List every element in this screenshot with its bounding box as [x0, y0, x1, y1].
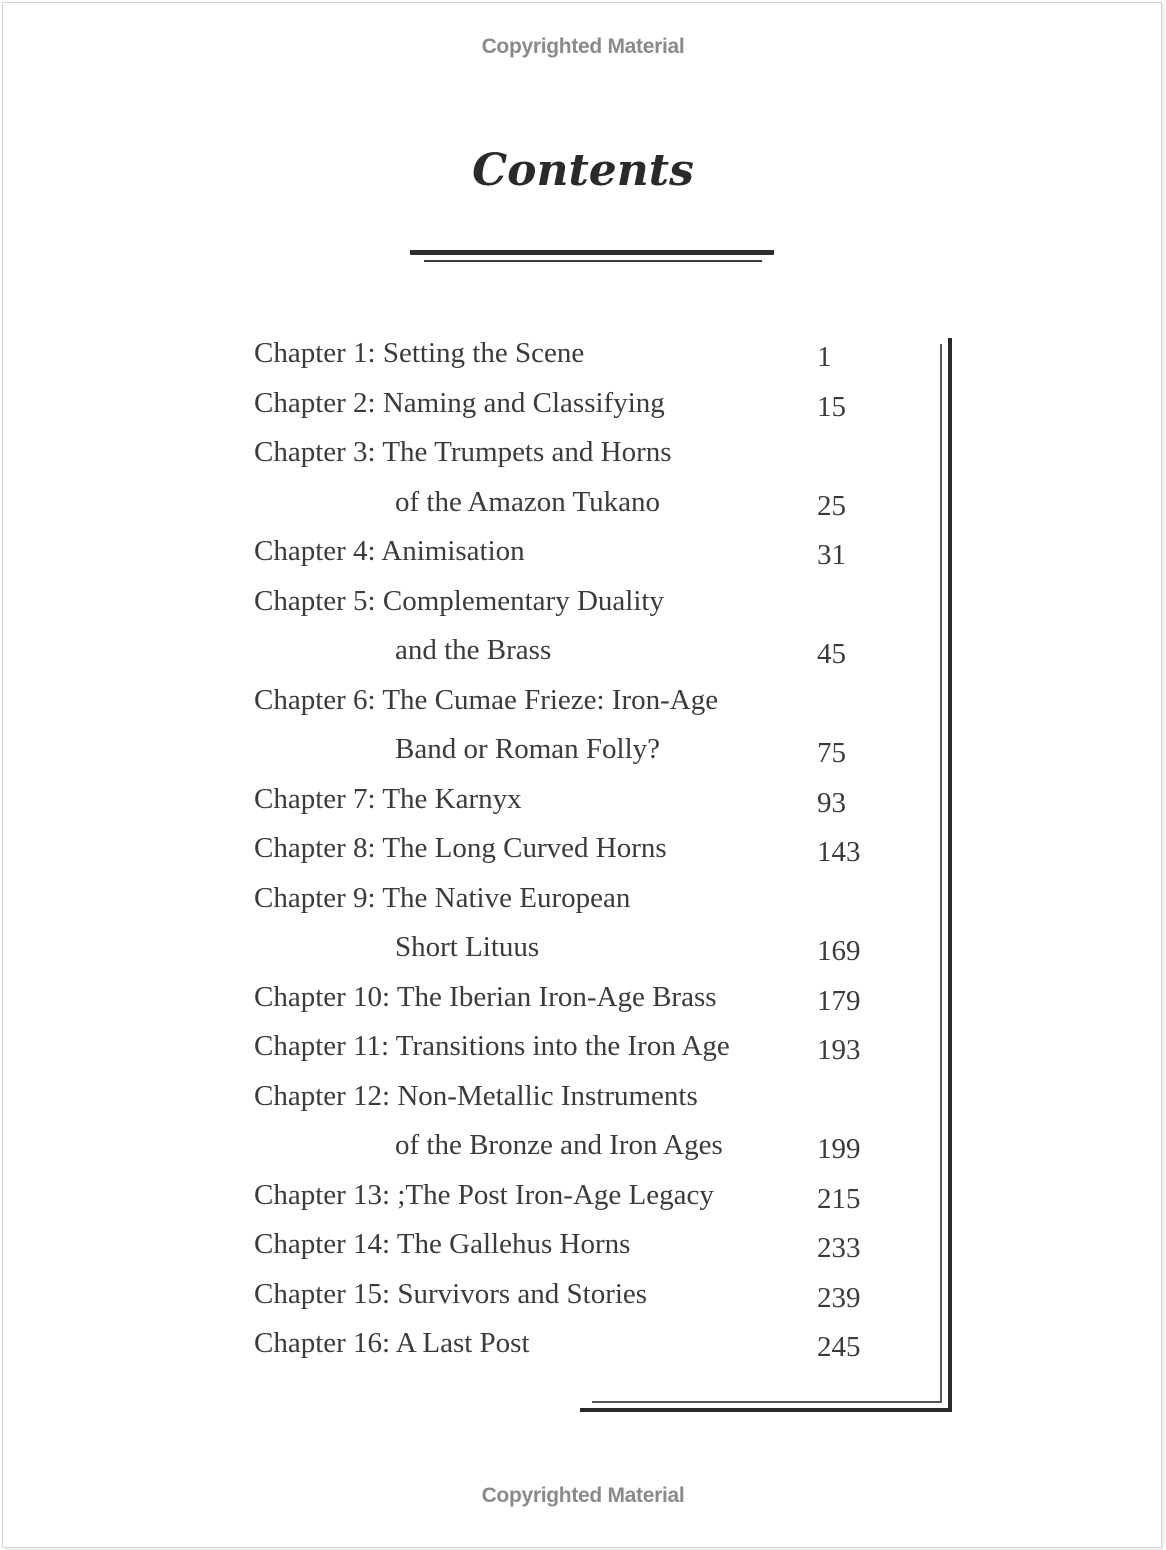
- toc-chapter-label: Chapter 5:: [254, 584, 376, 617]
- toc-entry-title: [254, 581, 664, 621]
- toc-chapter-title-continued: Short Lituus: [395, 931, 540, 963]
- toc-page-number: 75: [817, 737, 846, 769]
- toc-entry-title: [254, 977, 717, 1017]
- toc-chapter-title-continued: Band or Roman Folly?: [395, 733, 661, 765]
- toc-page-number: 233: [817, 1232, 861, 1264]
- toc-entry-title: [254, 1076, 698, 1116]
- toc-entry: [254, 828, 874, 878]
- toc-entry-title: [254, 779, 522, 819]
- toc-chapter-label: Chapter 2:: [254, 386, 376, 419]
- toc-chapter-label: Chapter 11:: [254, 1030, 390, 1062]
- toc-chapter-label: Chapter 10:: [254, 980, 391, 1013]
- toc-page-number: 199: [817, 1133, 861, 1165]
- toc-entry-title: [254, 383, 665, 423]
- table-of-contents: [254, 333, 874, 1373]
- toc-chapter-label: Chapter 12:: [254, 1079, 391, 1112]
- toc-chapter-label: Chapter 8:: [254, 832, 376, 864]
- toc-page-number: 169: [817, 935, 861, 967]
- toc-chapter-label: Chapter 15:: [254, 1277, 391, 1310]
- toc-page-number: 25: [817, 489, 846, 522]
- toc-entry-continuation: [254, 1125, 874, 1175]
- toc-chapter-title: The Long Curved Horns: [382, 832, 667, 864]
- copyright-header: Copyrighted Material: [481, 35, 685, 58]
- toc-chapter-label: Chapter 14:: [254, 1228, 391, 1260]
- toc-chapter-title-continued: and the Brass: [395, 634, 552, 666]
- toc-chapter-title: Transitions into the Iron Age: [395, 1030, 730, 1062]
- toc-entry: [254, 1323, 874, 1373]
- toc-chapter-label: Chapter 16:: [254, 1327, 391, 1359]
- toc-entry: [254, 581, 874, 631]
- toc-page-number: 1: [817, 341, 832, 373]
- toc-chapter-title: The Native European: [382, 881, 631, 914]
- toc-chapter-title: Non-Metallic Instruments: [397, 1079, 698, 1112]
- toc-chapter-title: The Cumae Frieze: Iron-Age: [382, 683, 719, 716]
- toc-entry: [254, 1076, 874, 1126]
- toc-entry: [254, 1175, 874, 1225]
- frame-rule-horizontal-inner: [592, 1401, 942, 1403]
- toc-chapter-title: ;The Post Iron-Age Legacy: [397, 1178, 714, 1211]
- toc-page-number: 245: [817, 1331, 861, 1363]
- toc-page-number: 93: [817, 786, 846, 819]
- toc-entry-continuation: [254, 482, 874, 532]
- toc-chapter-title: The Iberian Iron-Age Brass: [396, 980, 717, 1013]
- toc-page-number: 215: [817, 1182, 861, 1215]
- toc-entry-title: [254, 680, 718, 720]
- toc-entry-continuation: [254, 630, 874, 680]
- page-title: Contents: [472, 145, 694, 196]
- toc-chapter-title: The Karnyx: [382, 782, 522, 815]
- toc-entry-continuation: [254, 927, 874, 977]
- toc-entry: [254, 977, 874, 1027]
- title-rule-thin: [424, 260, 762, 262]
- toc-entry-title: [254, 432, 672, 472]
- toc-entry: [254, 1274, 874, 1324]
- toc-chapter-title: Naming and Classifying: [382, 386, 665, 419]
- toc-entry: [254, 1224, 874, 1274]
- toc-chapter-title: Animisation: [381, 535, 525, 567]
- toc-entry: [254, 432, 874, 482]
- toc-chapter-label: Chapter 13:: [254, 1178, 391, 1211]
- frame-rule-vertical-outer: [948, 338, 952, 1412]
- toc-page-number: 31: [817, 539, 846, 571]
- toc-chapter-label: Chapter 9:: [254, 881, 376, 914]
- toc-page-number: 193: [817, 1034, 861, 1066]
- toc-entry-title: [254, 1224, 630, 1264]
- toc-chapter-label: Chapter 4:: [254, 535, 376, 567]
- title-rule-thick: [410, 250, 774, 255]
- frame-rule-vertical-inner: [940, 344, 942, 1403]
- toc-entry: [254, 680, 874, 730]
- toc-chapter-title-continued: of the Bronze and Iron Ages: [395, 1129, 723, 1161]
- toc-chapter-title: A Last Post: [395, 1327, 530, 1359]
- toc-page-number: 143: [817, 836, 861, 868]
- toc-entry-title: [254, 828, 667, 868]
- toc-chapter-title-continued: of the Amazon Tukano: [395, 485, 661, 518]
- toc-page-number: 45: [817, 638, 846, 670]
- frame-rule-horizontal-outer: [580, 1408, 952, 1412]
- toc-entry: [254, 383, 874, 433]
- toc-entry: [254, 333, 874, 383]
- toc-entry: [254, 531, 874, 581]
- toc-page-number: 15: [817, 390, 846, 423]
- toc-entry-title: [254, 1175, 714, 1215]
- toc-chapter-title: Complementary Duality: [382, 584, 664, 617]
- toc-chapter-label: Chapter 1:: [254, 337, 376, 369]
- toc-entry-title: [254, 333, 584, 373]
- toc-entry-title: [254, 1274, 647, 1314]
- toc-entry-continuation: [254, 729, 874, 779]
- toc-entry: [254, 779, 874, 829]
- toc-entry: [254, 1026, 874, 1076]
- toc-chapter-title: The Gallehus Horns: [396, 1228, 631, 1260]
- toc-chapter-label: Chapter 3:: [254, 436, 376, 468]
- toc-page-number: 239: [817, 1281, 861, 1314]
- toc-chapter-label: Chapter 6:: [254, 683, 376, 716]
- toc-entry-title: [254, 531, 525, 571]
- toc-entry: [254, 878, 874, 928]
- toc-chapter-title: Setting the Scene: [382, 337, 585, 369]
- toc-page-number: 179: [817, 984, 861, 1017]
- toc-chapter-title: Survivors and Stories: [397, 1277, 648, 1310]
- toc-chapter-title: The Trumpets and Horns: [382, 436, 672, 468]
- copyright-footer: Copyrighted Material: [481, 1484, 685, 1507]
- toc-entry-title: [254, 1323, 530, 1363]
- toc-entry-title: [254, 1026, 730, 1066]
- toc-chapter-label: Chapter 7:: [254, 782, 376, 815]
- toc-entry-title: [254, 878, 630, 918]
